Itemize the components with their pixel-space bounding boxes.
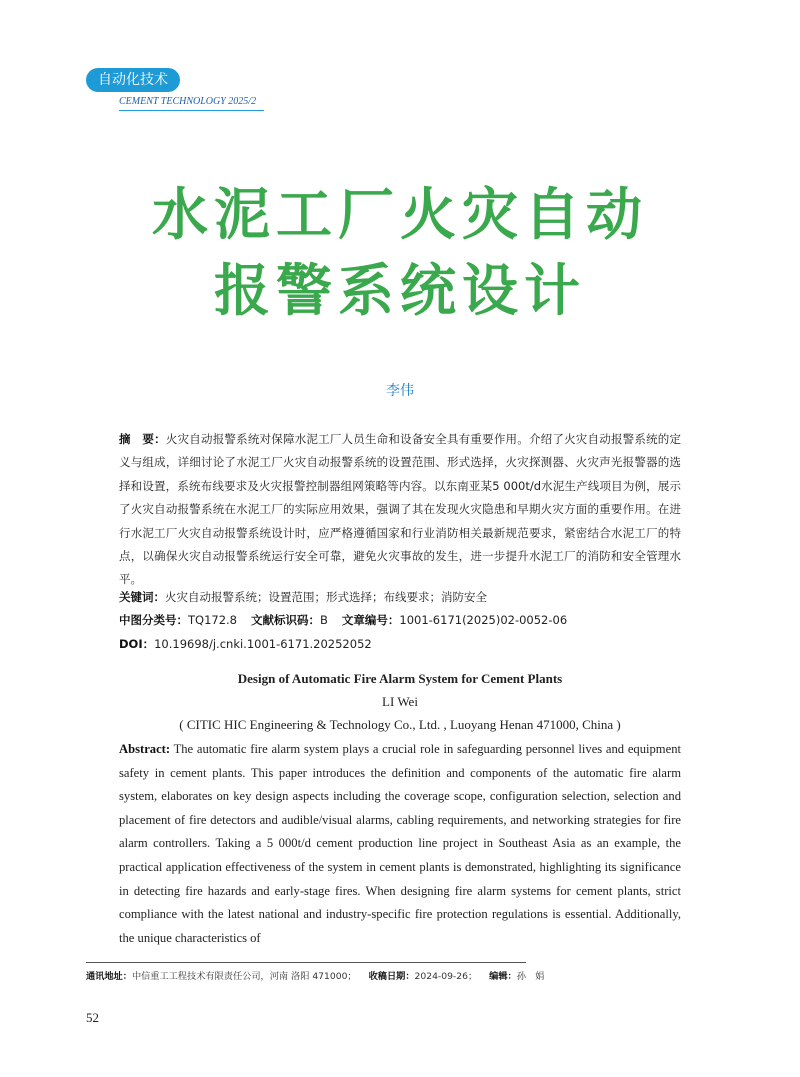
abstract-cn-label: 摘 要： bbox=[119, 432, 166, 446]
abstract-cn-text: 火灾自动报警系统对保障水泥工厂人员生命和设备安全具有重要作用。介绍了火灾自动报警系统的定义与组成，详细讨论了水泥工厂火灾自动报警系统的设置范围、形式选择，火灾探测器、火灾声光报警器的选择和设置，系统布线要求及火灾报警控制器组网策略等内容。以东南亚某5 000t/d水泥生产线项目为例，展示了火灾自动报警系统在水泥工厂的实际应用效果，强调了其在发现火灾隐患和早期火灾方面的重要作用。在进行水泥工厂火灾自动报警系统设计时，应严格遵循国家和行业消防相关最新规范要求，紧密结合水泥工厂的特点，以确保火灾自动报警系统运行安全可靠，避免火灾事故的发生，进一步提升水泥工厂的消防和安全管理水平。 bbox=[119, 432, 682, 587]
address-value: 中信重工工程技术有限责任公司，河南 洛阳 471000； bbox=[131, 971, 357, 982]
received-label: 收稿日期： bbox=[368, 971, 415, 982]
doc-code-label: 文献标识码： bbox=[251, 613, 320, 627]
affiliation-en: ( CITIC HIC Engineering & Technology Co., Ltd. , Luoyang Henan 471000, China ) bbox=[179, 717, 621, 732]
doi-label: DOI： bbox=[119, 637, 155, 651]
editor-label: 编辑： bbox=[489, 971, 517, 982]
clc-label: 中图分类号： bbox=[119, 613, 188, 627]
abstract-en bbox=[119, 738, 681, 950]
author-cn: 李伟 bbox=[386, 383, 414, 399]
title-en: Design of Automatic Fire Alarm System for Cement Plants bbox=[237, 671, 563, 686]
journal-header: CEMENT TECHNOLOGY 2025/2 bbox=[119, 96, 264, 111]
section-badge: 自动化技术 bbox=[86, 68, 180, 92]
footnote-divider bbox=[86, 962, 526, 963]
classification-line bbox=[119, 612, 681, 628]
article-no-value: 1001-6171(2025)02-0052-06 bbox=[399, 613, 568, 627]
keywords bbox=[119, 589, 681, 605]
keywords-label: 关键词： bbox=[119, 590, 165, 604]
page-number: 52 bbox=[86, 1010, 99, 1025]
doi-line bbox=[119, 636, 681, 652]
clc-value: TQ172.8 bbox=[188, 613, 237, 627]
author-en: LI Wei bbox=[382, 694, 418, 709]
received-value: 2024-09-26； bbox=[414, 971, 478, 982]
article-no-label: 文章编号： bbox=[341, 613, 400, 627]
abstract-en-text: The automatic fire alarm system plays a crucial role in safeguarding personnel lives and equipment safety in cement plants. This paper introduces the definition and components of the automatic fire alarm system, elaborates on key design aspects including the coverage scope, configuration selection, selection and placement of fire detectors and audible/visual alarms, cabling requirements, and networking strategies for fire alarm controllers. Taking a 5 000t/d cement production line project in Southeast Asia as an example, the practical application effectiveness of the system in cement plants is demonstrated, highlighting its significance in detecting fire hazards and early-stage fires. When designing fire alarm systems for cement plants, strict compliance with the latest national and industry-specific fire protection regulations is essential. Additionally, the unique characteristics of bbox=[119, 742, 681, 945]
address-label: 通讯地址： bbox=[86, 971, 132, 982]
title-cn-line2: 报警系统设计 bbox=[214, 259, 586, 324]
editor-value: 孙 娟 bbox=[516, 971, 545, 982]
title-cn-line1: 水泥工厂火灾自动 bbox=[152, 183, 648, 248]
abstract-cn bbox=[119, 428, 681, 592]
doc-code-value: B bbox=[320, 613, 328, 627]
doi-value: 10.19698/j.cnki.1001-6171.20252052 bbox=[154, 637, 372, 651]
keywords-text: 火灾自动报警系统；设置范围；形式选择；布线要求；消防安全 bbox=[165, 590, 487, 604]
abstract-en-label: Abstract: bbox=[119, 742, 171, 756]
footnote bbox=[86, 968, 686, 982]
